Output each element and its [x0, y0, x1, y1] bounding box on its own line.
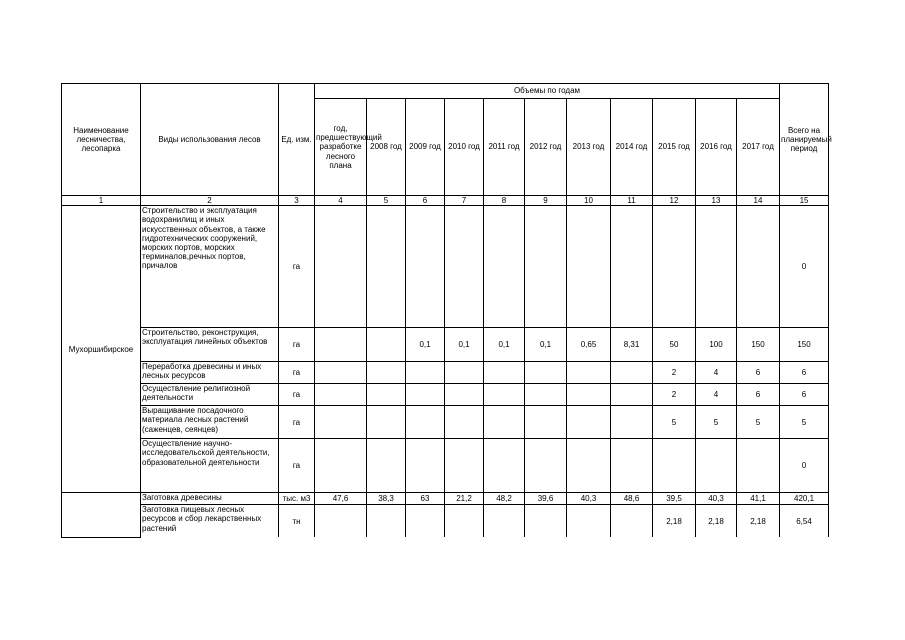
header-year: год, предшествующий разработке лесного плана	[315, 99, 367, 196]
row-value	[445, 406, 484, 439]
table-row	[62, 406, 829, 439]
row-value	[445, 439, 484, 493]
forestry-name: Мухоршибирское	[62, 206, 141, 493]
row-value: 2	[653, 384, 696, 406]
row-value	[484, 406, 525, 439]
row-value	[406, 362, 445, 384]
row-value: 8,31	[611, 328, 653, 362]
row-value: 0,65	[567, 328, 611, 362]
row-value: 150	[737, 328, 780, 362]
header-kinds: Виды использования лесов	[141, 84, 279, 196]
column-number: 9	[525, 196, 567, 206]
column-number: 8	[484, 196, 525, 206]
row-value: 50	[653, 328, 696, 362]
header-year: 2008 год	[367, 99, 406, 196]
column-number: 12	[653, 196, 696, 206]
column-number: 2	[141, 196, 279, 206]
row-value: 63	[406, 493, 445, 505]
row-total: 6	[780, 362, 829, 384]
row-value	[445, 206, 484, 328]
row-value	[484, 362, 525, 384]
row-value	[567, 206, 611, 328]
row-total: 6,54	[780, 505, 829, 538]
row-value: 0,1	[445, 328, 484, 362]
row-value	[737, 206, 780, 328]
row-unit: га	[279, 384, 315, 406]
column-number: 5	[367, 196, 406, 206]
column-number: 14	[737, 196, 780, 206]
row-value: 5	[653, 406, 696, 439]
column-number: 11	[611, 196, 653, 206]
row-value	[315, 328, 367, 362]
table-row	[62, 362, 829, 384]
row-value: 100	[696, 328, 737, 362]
row-value: 39,6	[525, 493, 567, 505]
row-value	[406, 406, 445, 439]
row-value: 21,2	[445, 493, 484, 505]
row-value	[484, 505, 525, 538]
row-value	[367, 406, 406, 439]
row-value	[525, 439, 567, 493]
table-row	[62, 328, 829, 362]
row-value	[445, 505, 484, 538]
row-value: 40,3	[567, 493, 611, 505]
row-value	[611, 206, 653, 328]
row-value	[315, 206, 367, 328]
row-value	[406, 384, 445, 406]
header-year: 2017 год	[737, 99, 780, 196]
table-row	[62, 493, 829, 505]
row-value	[567, 406, 611, 439]
row-value: 6	[737, 362, 780, 384]
row-unit: тыс. м3	[279, 493, 315, 505]
row-value	[367, 505, 406, 538]
row-value	[567, 439, 611, 493]
table-row	[62, 384, 829, 406]
row-value: 2,18	[653, 505, 696, 538]
row-value	[611, 362, 653, 384]
row-kind: Выращивание посадочного материала лесных растений (саженцев, сеянцев)	[141, 406, 279, 439]
row-value	[406, 505, 445, 538]
row-kind: Строительство, реконструкция, эксплуатация линейных объектов	[141, 328, 279, 362]
column-number: 7	[445, 196, 484, 206]
row-value	[525, 206, 567, 328]
row-value	[315, 406, 367, 439]
row-value: 0,1	[406, 328, 445, 362]
row-kind: Строительство и эксплуатация водохранилищ и иных искусственных объектов, а также гидротехнических сооружений, морских портов, морских терминалов,речных портов, причалов	[141, 206, 279, 328]
row-value: 2	[653, 362, 696, 384]
row-value: 38,3	[367, 493, 406, 505]
row-value	[525, 384, 567, 406]
header-total: Всего на планируемый период	[780, 84, 829, 196]
row-value: 0,1	[484, 328, 525, 362]
row-unit: тн	[279, 505, 315, 538]
row-value	[406, 439, 445, 493]
column-number: 1	[62, 196, 141, 206]
header-year: 2011 год	[484, 99, 525, 196]
row-value	[367, 206, 406, 328]
table-row	[62, 505, 829, 538]
header-year: 2016 год	[696, 99, 737, 196]
header-unit: Ед. изм.	[279, 84, 315, 196]
row-value: 5	[696, 406, 737, 439]
table-row	[62, 206, 829, 328]
row-value	[406, 206, 445, 328]
row-kind: Осуществление научно-исследовательской деятельности, образовательной деятельности	[141, 439, 279, 493]
forest-use-table	[61, 83, 832, 538]
row-unit: га	[279, 328, 315, 362]
header-name: Наименование лесничества, лесопарка	[62, 84, 141, 196]
row-unit: га	[279, 206, 315, 328]
row-value	[445, 384, 484, 406]
row-unit: га	[279, 439, 315, 493]
row-value	[484, 384, 525, 406]
row-value	[445, 362, 484, 384]
row-total: 0	[780, 206, 829, 328]
row-value: 39,5	[653, 493, 696, 505]
row-value	[653, 439, 696, 493]
row-value: 2,18	[737, 505, 780, 538]
header-year: 2009 год	[406, 99, 445, 196]
column-number: 6	[406, 196, 445, 206]
row-value: 5	[737, 406, 780, 439]
row-value	[367, 439, 406, 493]
row-value	[315, 439, 367, 493]
row-kind: Заготовка пищевых лесных ресурсов и сбор лекарственных растений	[141, 505, 279, 538]
row-unit: га	[279, 362, 315, 384]
row-value	[367, 328, 406, 362]
row-value	[315, 384, 367, 406]
row-total: 5	[780, 406, 829, 439]
row-value	[484, 206, 525, 328]
row-total: 0	[780, 439, 829, 493]
row-value	[611, 384, 653, 406]
row-value	[525, 505, 567, 538]
row-value	[367, 362, 406, 384]
row-value	[696, 206, 737, 328]
table-row	[62, 439, 829, 493]
header-year: 2015 год	[653, 99, 696, 196]
row-value	[525, 406, 567, 439]
header-year: 2013 год	[567, 99, 611, 196]
row-total: 6	[780, 384, 829, 406]
column-number: 4	[315, 196, 367, 206]
column-number: 13	[696, 196, 737, 206]
column-number: 3	[279, 196, 315, 206]
row-kind: Заготовка древесины	[141, 493, 279, 505]
row-kind: Переработка древесины и иных лесных ресурсов	[141, 362, 279, 384]
row-value	[567, 505, 611, 538]
header-volumes: Объемы по годам	[315, 84, 780, 99]
forestry-name-empty	[62, 493, 141, 538]
row-total: 420,1	[780, 493, 829, 505]
row-value	[315, 505, 367, 538]
row-value: 48,2	[484, 493, 525, 505]
row-value	[737, 439, 780, 493]
row-value	[567, 362, 611, 384]
row-value: 40,3	[696, 493, 737, 505]
row-value	[611, 505, 653, 538]
column-number: 10	[567, 196, 611, 206]
row-value: 47,6	[315, 493, 367, 505]
row-value	[484, 439, 525, 493]
header-year: 2012 год	[525, 99, 567, 196]
row-value	[567, 384, 611, 406]
row-value: 6	[737, 384, 780, 406]
row-value	[611, 406, 653, 439]
row-value	[696, 439, 737, 493]
row-value: 4	[696, 384, 737, 406]
row-value	[367, 384, 406, 406]
row-value	[653, 206, 696, 328]
row-unit: га	[279, 406, 315, 439]
row-value	[315, 362, 367, 384]
row-value: 41,1	[737, 493, 780, 505]
row-value: 4	[696, 362, 737, 384]
row-value: 0,1	[525, 328, 567, 362]
row-value	[611, 439, 653, 493]
column-number: 15	[780, 196, 829, 206]
header-year: 2010 год	[445, 99, 484, 196]
header-year: 2014 год	[611, 99, 653, 196]
row-value: 2,18	[696, 505, 737, 538]
row-value: 48,6	[611, 493, 653, 505]
row-total: 150	[780, 328, 829, 362]
row-value	[525, 362, 567, 384]
row-kind: Осуществление религиозной деятельности	[141, 384, 279, 406]
